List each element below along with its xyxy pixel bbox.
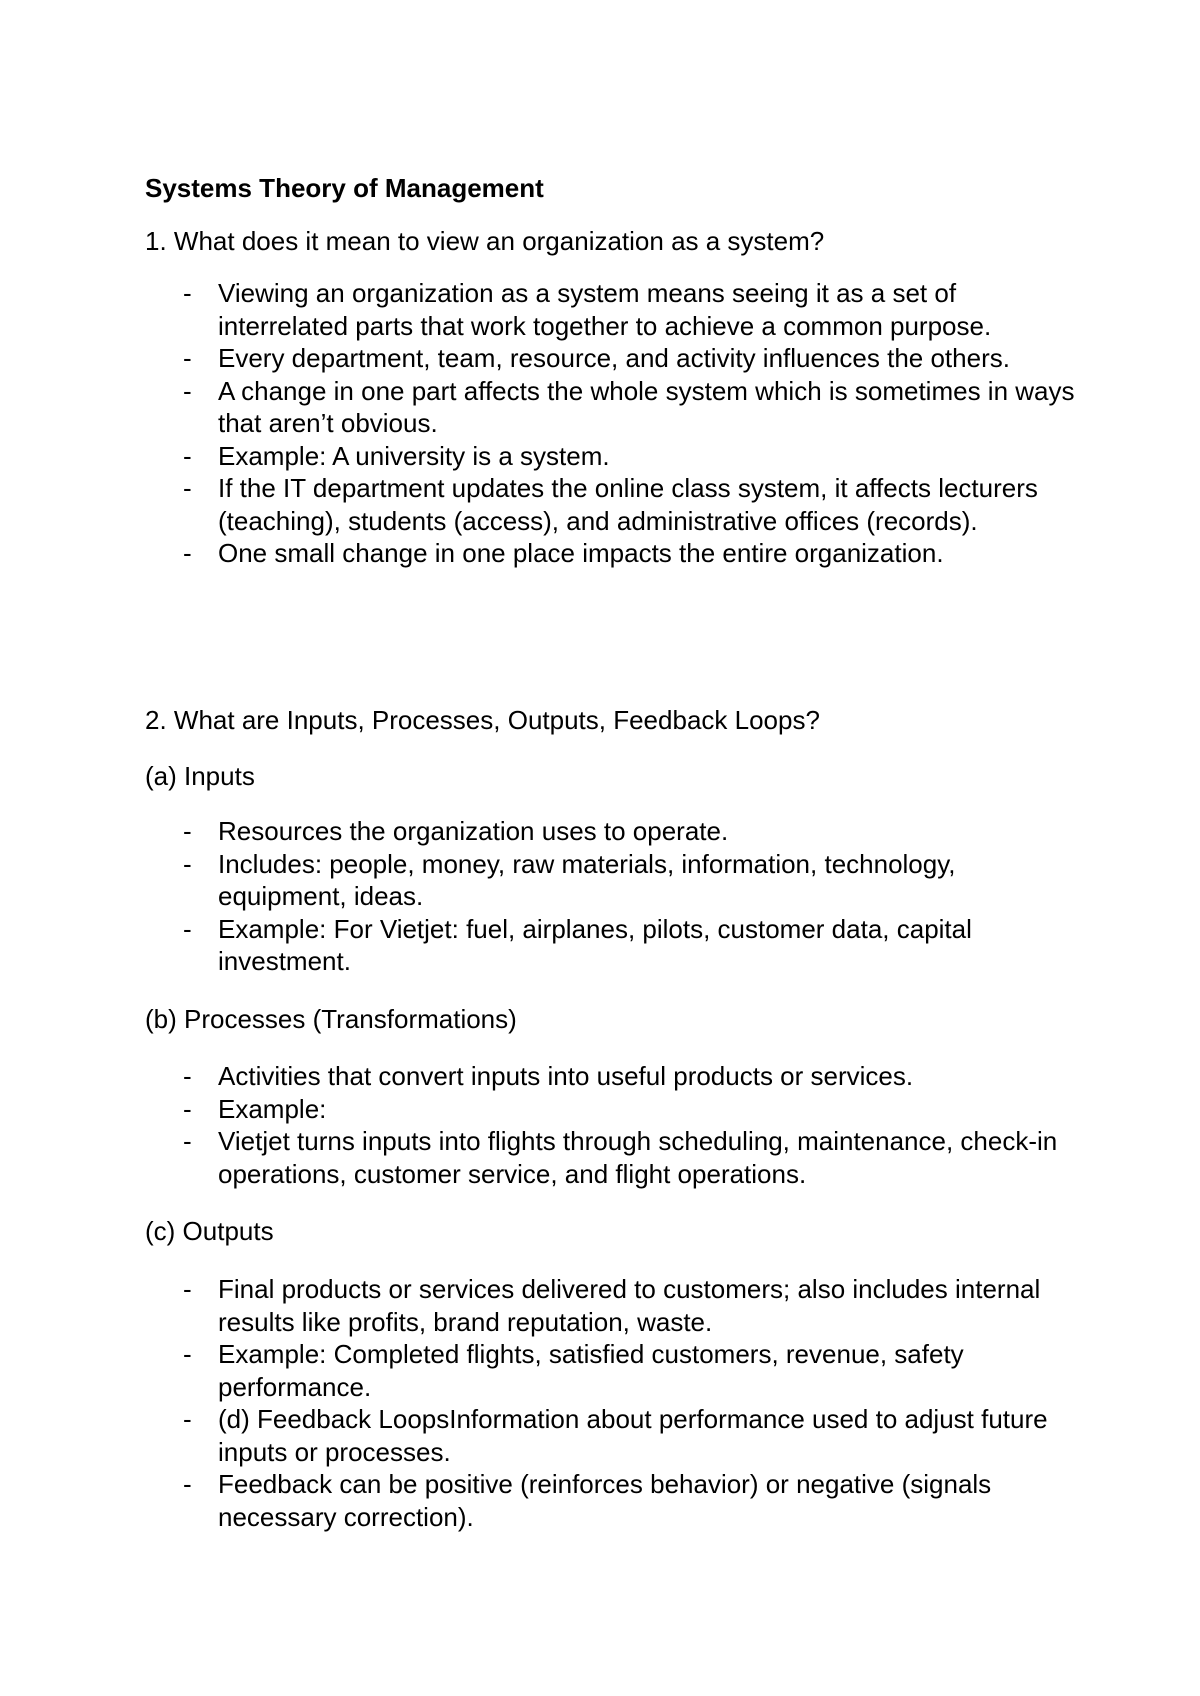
outputs-heading: (c) Outputs [145,1216,274,1246]
list-item [145,342,1075,375]
list-item-text: Includes: people, money, raw materials, information, technology, equipment, ideas. [218,848,956,911]
list-item [145,1060,1075,1093]
dash-marker: - [183,913,192,944]
list-item-text: Example: [218,1093,327,1124]
list-item-text: If the IT department updates the online class system, it affects lecturers (teaching), students (access), and administrative offices (records). [218,473,1038,536]
dash-marker: - [183,848,192,879]
list-item-text: Viewing an organization as a system means seeing it as a set of interrelated parts that work together to achieve a common purpose. [218,278,992,341]
list-item [145,375,1075,440]
outputs-bullet-list [145,1273,1075,1533]
list-item [145,537,1075,570]
dash-marker: - [183,375,192,406]
list-item [145,1338,1075,1403]
list-item-text: Example: Completed flights, satisfied customers, revenue, safety performance. [218,1339,964,1402]
list-item-text: One small change in one place impacts the entire organization. [218,538,944,568]
inputs-heading: (a) Inputs [145,761,255,791]
list-item [145,1093,1075,1126]
question-2-heading: 2. What are Inputs, Processes, Outputs, Feedback Loops? [145,705,820,735]
question-1-heading: 1. What does it mean to view an organization as a system? [145,226,825,256]
list-item-text: Every department, team, resource, and activity influences the others. [218,343,1010,373]
processes-bullet-list [145,1060,1075,1190]
list-item-text: Resources the organization uses to operate. [218,816,729,846]
dash-marker: - [183,343,192,373]
list-item-text: Example: A university is a system. [218,440,610,471]
dash-marker: - [183,1274,192,1304]
processes-heading: (b) Processes (Transformations) [145,1004,517,1034]
inputs-bullet-list [145,815,1075,978]
dash-marker: - [183,1404,192,1434]
dash-marker: - [183,1093,192,1124]
list-item [145,1468,1075,1533]
dash-marker: - [183,1061,192,1091]
list-item [145,472,1075,537]
list-item [145,277,1075,342]
dash-marker: - [183,1339,192,1369]
list-item [145,815,1075,848]
list-item-text: Feedback can be positive (reinforces behavior) or negative (signals necessary correction). [218,1469,992,1532]
list-item [145,913,1075,978]
list-item [145,440,1075,473]
list-item-text: Example: For Vietjet: fuel, airplanes, pilots, customer data, capital investment. [218,913,972,976]
list-item-text: A change in one part affects the whole system which is sometimes in ways that aren’t obvious. [218,375,1075,438]
dash-marker: - [183,816,192,846]
list-item-text: Final products or services delivered to customers; also includes internal results like profits, brand reputation, waste. [218,1274,1041,1337]
list-item [145,848,1075,913]
list-item-text: (d) Feedback LoopsInformation about performance used to adjust future inputs or processes. [218,1404,1048,1467]
dash-marker: - [183,278,192,308]
dash-marker: - [183,1126,192,1156]
dash-marker: - [183,473,192,503]
list-item [145,1125,1075,1190]
dash-marker: - [183,538,192,568]
list-item [145,1403,1075,1468]
dash-marker: - [183,1469,192,1499]
list-item [145,1273,1075,1338]
dash-marker: - [183,440,192,471]
question-1-bullet-list [145,277,1075,570]
list-item-text: Activities that convert inputs into useful products or services. [218,1061,914,1091]
list-item-text: Vietjet turns inputs into flights through scheduling, maintenance, check-in operations, customer service, and flight operations. [218,1126,1058,1189]
document-title: Systems Theory of Management [145,173,544,203]
